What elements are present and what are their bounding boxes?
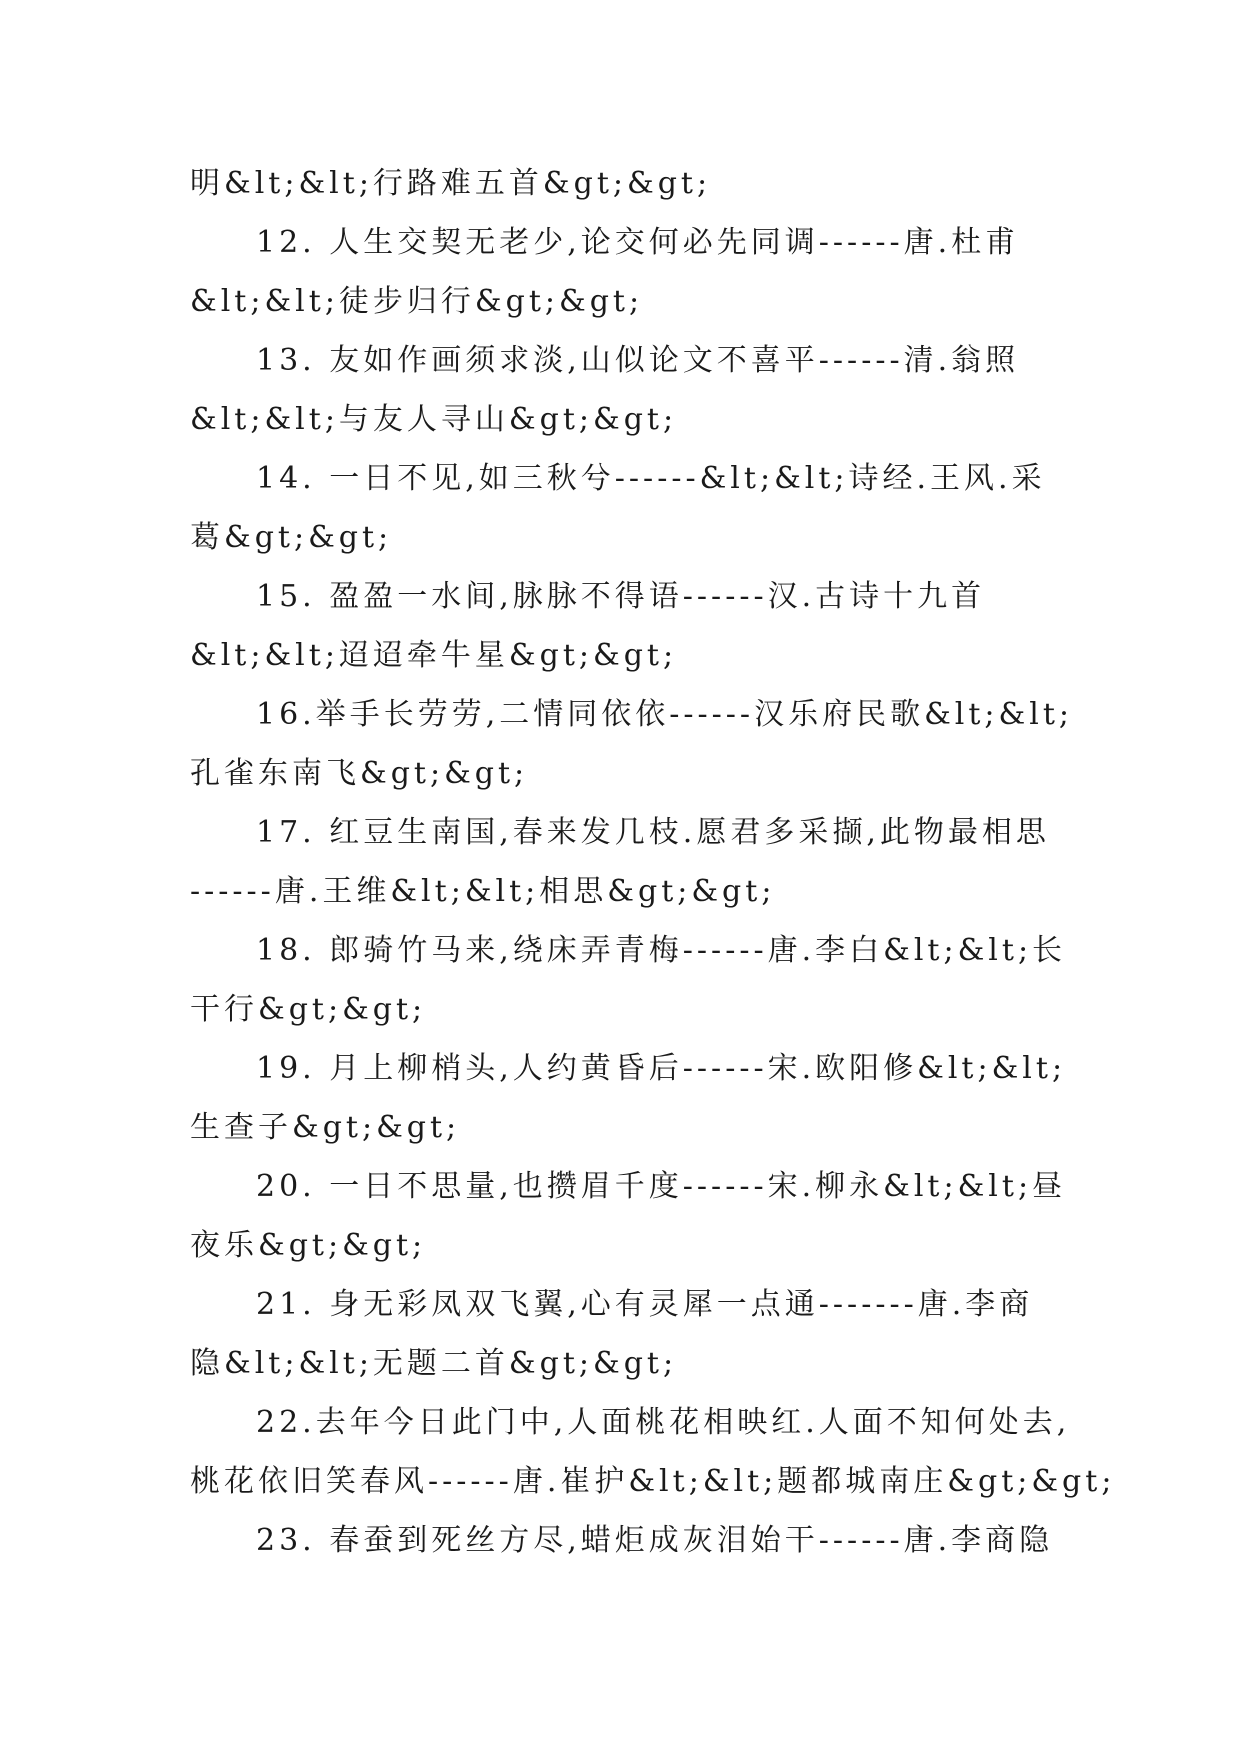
text-line: 12. 人生交契无老少,论交何必先同调------唐.杜甫	[256, 225, 1020, 260]
text-line: 夜乐&gt;&gt;	[190, 1228, 427, 1263]
text-line: 21. 身无彩凤双飞翼,心有灵犀一点通-------唐.李商	[256, 1287, 1034, 1322]
text-line: 14. 一日不见,如三秋兮------&lt;&lt;诗经.王风.采	[256, 461, 1046, 496]
text-line: 明&lt;&lt;行路难五首&gt;&gt;	[190, 166, 712, 201]
text-line: 干行&gt;&gt;	[190, 992, 427, 1027]
text-line: 18. 郎骑竹马来,绕床弄青梅------唐.李白&lt;&lt;长	[256, 933, 1067, 968]
text-line: 19. 月上柳梢头,人约黄昏后------宋.欧阳修&lt;&lt;	[256, 1051, 1067, 1086]
poem-quotes-text	[190, 162, 1116, 1578]
text-line: 16.举手长劳劳,二情同依依------汉乐府民歌&lt;&lt;	[256, 697, 1073, 732]
text-line: 桃花依旧笑春风------唐.崔护&lt;&lt;题都城南庄&gt;&gt;	[190, 1464, 1116, 1499]
text-line: 22.去年今日此门中,人面桃花相映红.人面不知何处去,	[256, 1405, 1071, 1440]
text-line: &lt;&lt;与友人寻山&gt;&gt;	[190, 402, 678, 437]
text-line: &lt;&lt;徒步归行&gt;&gt;	[190, 284, 644, 319]
text-line: 生查子&gt;&gt;	[190, 1110, 461, 1145]
text-line: ------唐.王维&lt;&lt;相思&gt;&gt;	[190, 874, 776, 909]
text-line: 17. 红豆生南国,春来发几枝.愿君多采撷,此物最相思	[256, 815, 1050, 850]
text-line: 20. 一日不思量,也攒眉千度------宋.柳永&lt;&lt;昼	[256, 1169, 1067, 1204]
text-line: 13. 友如作画须求淡,山似论文不喜平------清.翁照	[256, 343, 1020, 378]
text-line: 葛&gt;&gt;	[190, 520, 393, 555]
text-line: 孔雀东南飞&gt;&gt;	[190, 756, 529, 791]
text-line: &lt;&lt;迢迢牵牛星&gt;&gt;	[190, 638, 678, 673]
text-line: 23. 春蚕到死丝方尽,蜡炬成灰泪始干------唐.李商隐	[256, 1523, 1054, 1558]
text-line: 15. 盈盈一水间,脉脉不得语------汉.古诗十九首	[256, 579, 986, 614]
text-line: 隐&lt;&lt;无题二首&gt;&gt;	[190, 1346, 678, 1381]
